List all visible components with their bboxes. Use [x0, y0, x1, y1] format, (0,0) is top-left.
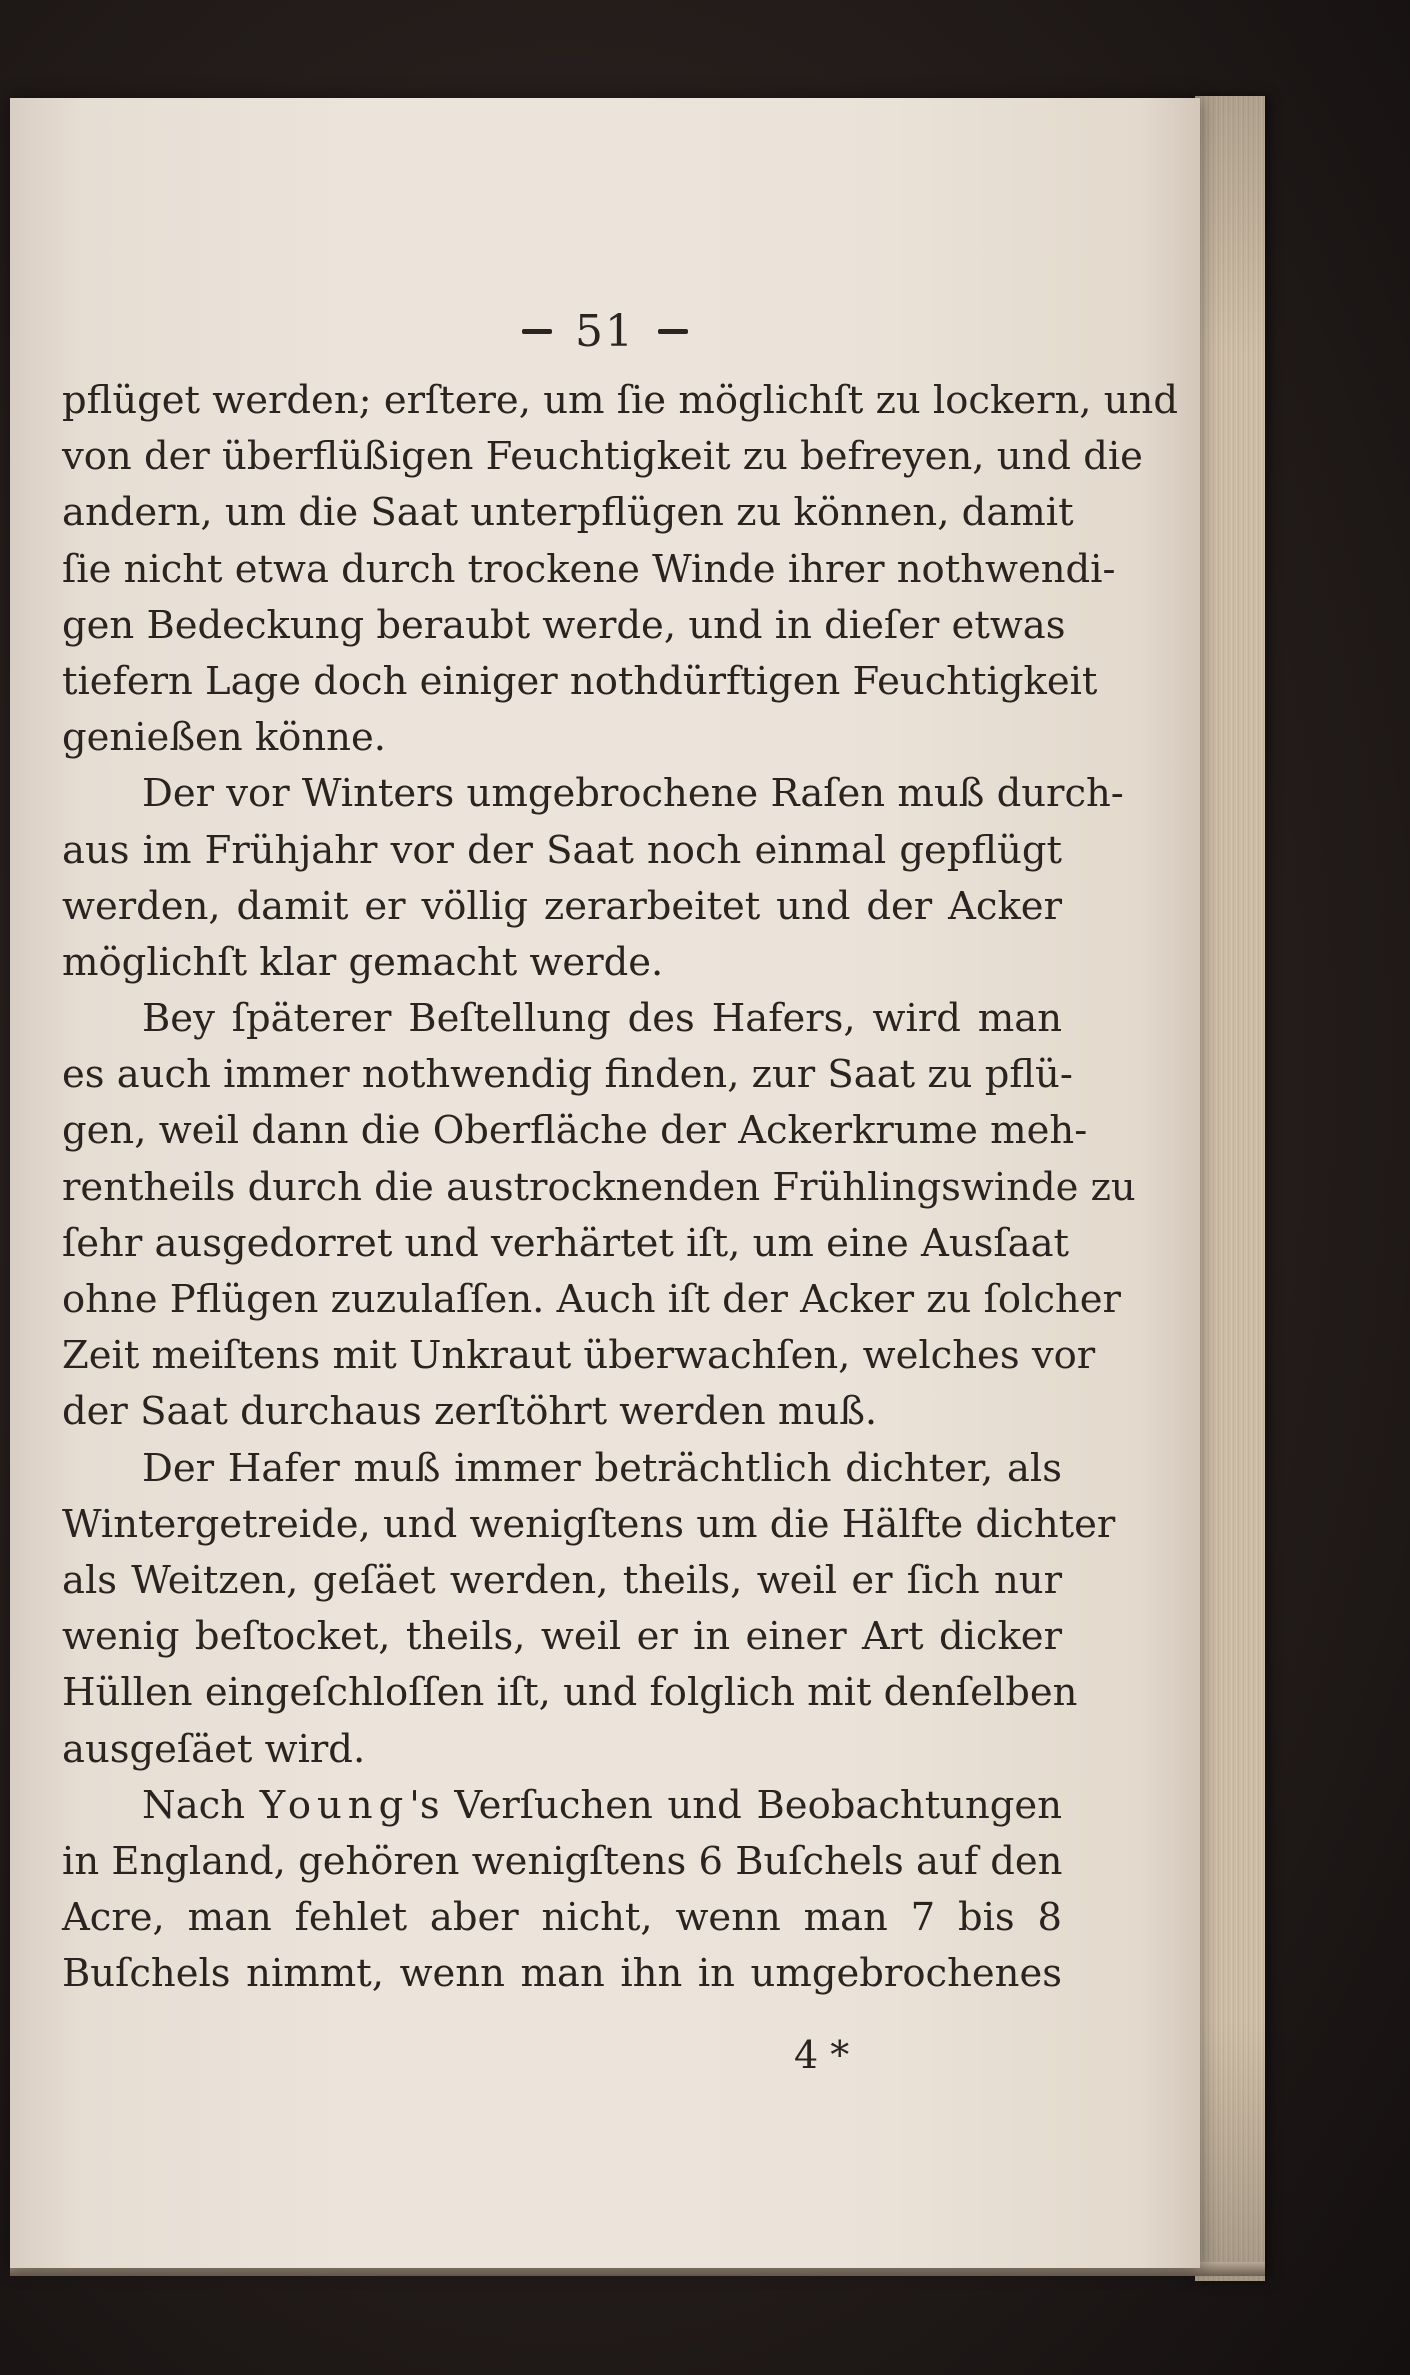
text-line: Acre, man fehlet aber nicht, wenn man 7 bis 8: [62, 1895, 1062, 1941]
text-line: in England, gehören wenigſtens 6 Buſchels auf den: [62, 1838, 1063, 1884]
text-line: rentheils durch die austrocknenden Frühlingswinde zu: [62, 1164, 1136, 1210]
text-line: es auch immer nothwendig finden, zur Saat zu pflü-: [62, 1052, 1073, 1098]
text-line: Zeit meiſtens mit Unkraut überwachſen, welches vor: [62, 1333, 1096, 1379]
text-line: werden, damit er völlig zerarbeitet und der Acker: [62, 883, 1062, 929]
text-fragment: Nach: [142, 1782, 260, 1828]
text-line: genießen könne.: [62, 715, 386, 761]
paragraph-1: [62, 373, 1178, 766]
text-line: Wintergetreide, und wenigſtens um die Hälfte dichter: [62, 1501, 1116, 1547]
page-number: 51: [575, 306, 635, 357]
text-line: Hüllen eingeſchloſſen iſt, und folglich mit denſelben: [62, 1670, 1078, 1716]
page-header: [10, 306, 1200, 357]
text-line: ohne Pflügen zuzulaſſen. Auch iſt der Acker zu ſolcher: [62, 1277, 1121, 1322]
text-fragment: 's Verſuchen und Beobachtungen: [409, 1782, 1062, 1828]
text-line: ſie nicht etwa durch trockene Winde ihrer nothwendi-: [62, 546, 1116, 592]
text-line: Der vor Winters umgebrochene Raſen muß durch-: [142, 771, 1124, 817]
text-line: gen Bedeckung beraubt werde, und in dieſer etwas: [62, 602, 1066, 648]
text-line: ausgeſäet wird.: [62, 1726, 366, 1772]
paragraph-2: [62, 766, 1124, 991]
header-dash-left: [522, 329, 552, 334]
text-line: möglichſt klar gemacht werde.: [62, 939, 664, 985]
text-line: als Weitzen, geſäet werden, theils, weil er ſich nur: [62, 1557, 1062, 1603]
text-line: tiefern Lage doch einiger nothdürftigen Feuchtigkeit: [62, 658, 1098, 704]
text-line: wenig beſtocket, theils, weil er in einer Art dicker: [62, 1614, 1062, 1660]
text-line: Bey ſpäterer Beſtellung des Hafers, wird man: [142, 996, 1062, 1042]
text-line: gen, weil dann die Oberfläche der Ackerkrume meh-: [62, 1108, 1088, 1154]
text-line: pflüget werden; erſtere, um ſie möglichſt zu lockern, und: [62, 378, 1178, 423]
text-line: ſehr ausgedorret und verhärtet iſt, um eine Ausſaat: [62, 1220, 1070, 1266]
text-line: Der Hafer muß immer beträchtlich dichter, als: [142, 1445, 1062, 1491]
page-body: [62, 373, 1178, 2002]
fore-edge-shadow: [1195, 96, 1265, 2281]
paragraph-5: [62, 1778, 1062, 2003]
signature-mark: 4 *: [794, 2033, 850, 2077]
text-line-with-name: [62, 1778, 1062, 1834]
paragraph-3: [62, 991, 1136, 1441]
text-line: aus im Frühjahr vor der Saat noch einmal gepflügt: [62, 827, 1062, 873]
text-line: andern, um die Saat unterpflügen zu können, damit: [62, 490, 1074, 536]
text-line: der Saat durchaus zerſtöhrt werden muß.: [62, 1389, 878, 1435]
text-line: von der überflüßigen Feuchtigkeit zu befreyen, und die: [62, 434, 1143, 480]
paragraph-4: [62, 1441, 1116, 1778]
author-name: Young: [259, 1782, 410, 1828]
text-line: Buſchels nimmt, wenn man ihn in umgebrochenes: [62, 1951, 1062, 1997]
book-page: [10, 98, 1200, 2268]
header-dash-right: [658, 329, 688, 334]
